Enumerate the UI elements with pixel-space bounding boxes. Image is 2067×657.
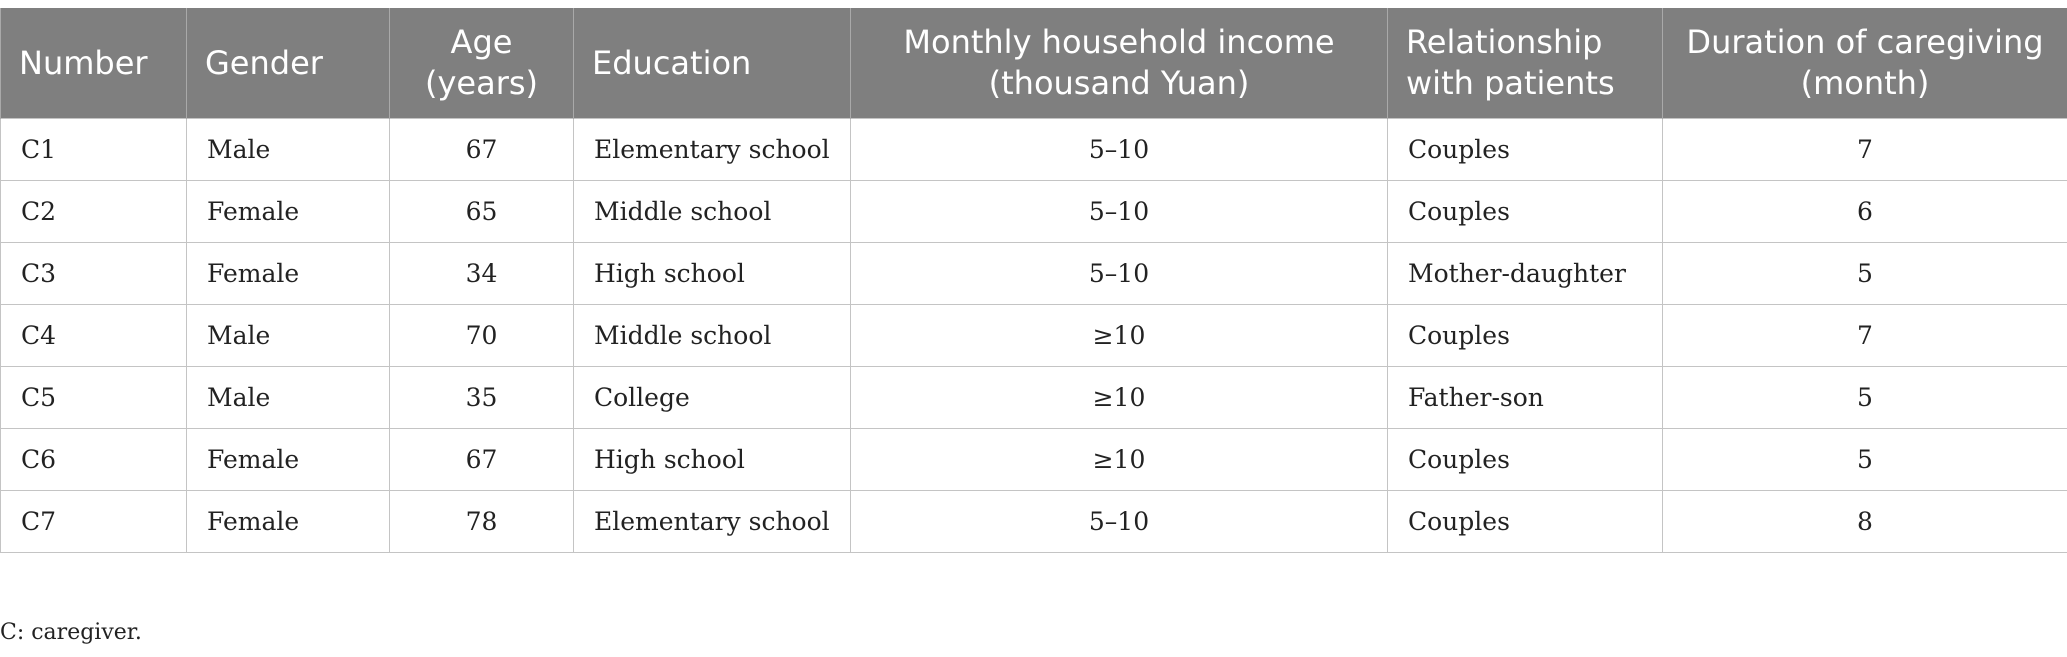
cell-gender: Female — [187, 429, 390, 491]
table-footnote: C: caregiver. — [0, 620, 142, 645]
table-row — [1, 305, 2067, 367]
cell-income: ≥10 — [851, 367, 1388, 429]
cell-number: C4 — [1, 305, 187, 367]
cell-education: High school — [574, 243, 851, 305]
caregiver-table — [0, 8, 2067, 553]
cell-gender: Female — [187, 243, 390, 305]
cell-income: 5–10 — [851, 119, 1388, 181]
cell-relationship: Couples — [1388, 429, 1663, 491]
header-row — [1, 8, 2067, 119]
table-body — [1, 119, 2067, 553]
table-row — [1, 491, 2067, 553]
cell-duration: 8 — [1663, 491, 2067, 553]
cell-number: C7 — [1, 491, 187, 553]
cell-education: Elementary school — [574, 119, 851, 181]
cell-relationship: Mother-daughter — [1388, 243, 1663, 305]
cell-income: 5–10 — [851, 243, 1388, 305]
cell-education: Elementary school — [574, 491, 851, 553]
cell-number: C1 — [1, 119, 187, 181]
cell-gender: Male — [187, 367, 390, 429]
cell-gender: Male — [187, 305, 390, 367]
cell-income: 5–10 — [851, 181, 1388, 243]
cell-number: C6 — [1, 429, 187, 491]
header-education: Education — [574, 8, 851, 119]
cell-gender: Female — [187, 181, 390, 243]
cell-gender: Female — [187, 491, 390, 553]
cell-duration: 5 — [1663, 243, 2067, 305]
cell-education: Middle school — [574, 181, 851, 243]
cell-number: C5 — [1, 367, 187, 429]
header-income: Monthly household income (thousand Yuan) — [851, 8, 1388, 119]
header-number: Number — [1, 8, 187, 119]
header-duration: Duration of caregiving (month) — [1663, 8, 2067, 119]
header-gender: Gender — [187, 8, 390, 119]
cell-education: High school — [574, 429, 851, 491]
table-container — [0, 8, 2067, 553]
cell-relationship: Father-son — [1388, 367, 1663, 429]
table-row — [1, 181, 2067, 243]
cell-income: ≥10 — [851, 429, 1388, 491]
cell-age: 78 — [390, 491, 574, 553]
cell-relationship: Couples — [1388, 181, 1663, 243]
cell-duration: 7 — [1663, 119, 2067, 181]
cell-age: 35 — [390, 367, 574, 429]
table-row — [1, 367, 2067, 429]
cell-age: 65 — [390, 181, 574, 243]
cell-age: 67 — [390, 429, 574, 491]
cell-duration: 6 — [1663, 181, 2067, 243]
cell-duration: 5 — [1663, 429, 2067, 491]
table-row — [1, 119, 2067, 181]
cell-education: College — [574, 367, 851, 429]
header-relationship: Relationship with patients — [1388, 8, 1663, 119]
cell-relationship: Couples — [1388, 305, 1663, 367]
cell-age: 34 — [390, 243, 574, 305]
table-row — [1, 429, 2067, 491]
cell-gender: Male — [187, 119, 390, 181]
cell-age: 67 — [390, 119, 574, 181]
cell-education: Middle school — [574, 305, 851, 367]
cell-relationship: Couples — [1388, 491, 1663, 553]
cell-relationship: Couples — [1388, 119, 1663, 181]
table-row — [1, 243, 2067, 305]
cell-number: C3 — [1, 243, 187, 305]
cell-number: C2 — [1, 181, 187, 243]
cell-duration: 5 — [1663, 367, 2067, 429]
header-age: Age (years) — [390, 8, 574, 119]
cell-income: ≥10 — [851, 305, 1388, 367]
cell-duration: 7 — [1663, 305, 2067, 367]
cell-age: 70 — [390, 305, 574, 367]
cell-income: 5–10 — [851, 491, 1388, 553]
